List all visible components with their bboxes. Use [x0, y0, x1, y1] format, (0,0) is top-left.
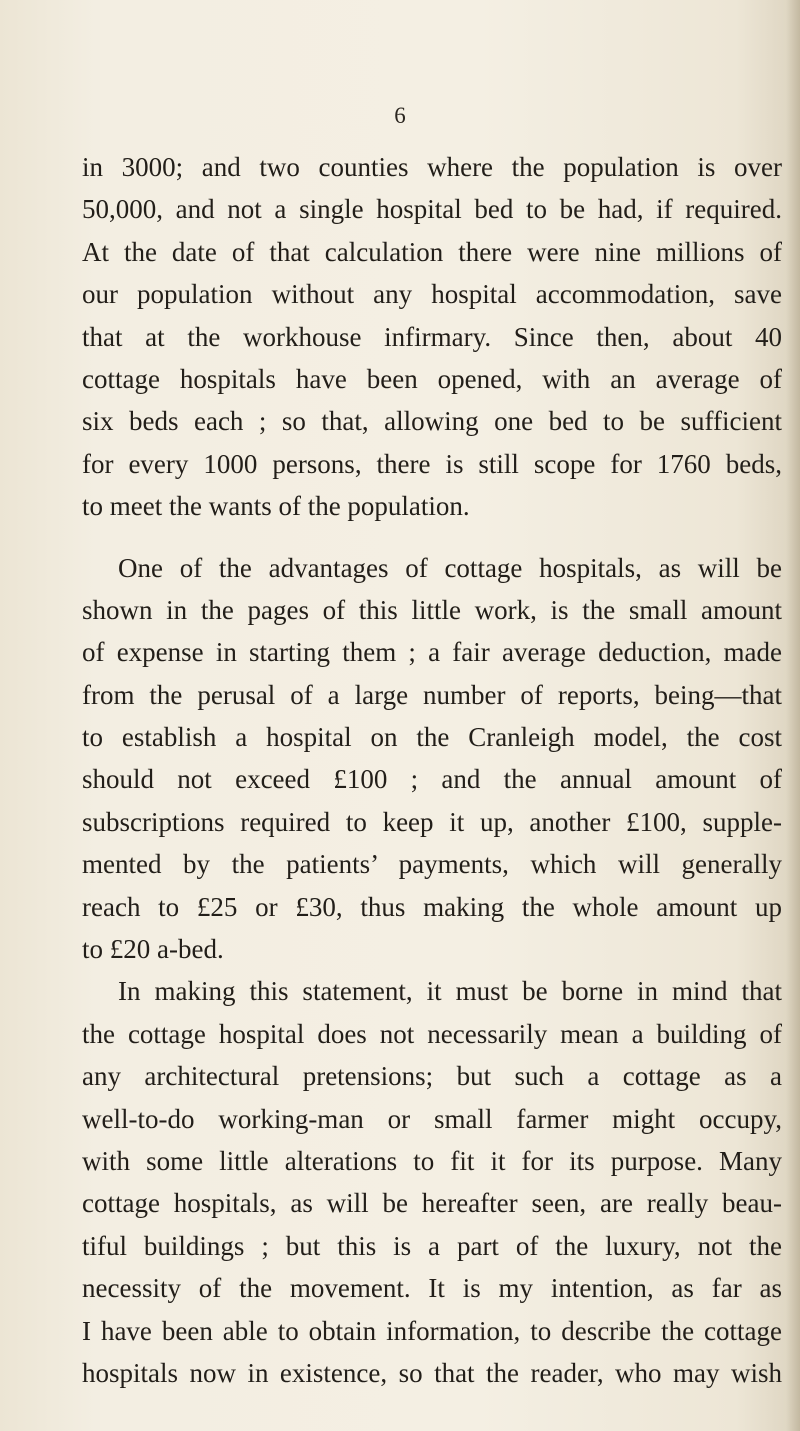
text-line: shown in the pages of this little work, is the small amount [82, 594, 782, 625]
page-number: 6 [394, 103, 406, 128]
text-line: necessity of the movement. It is my intention, as far as [82, 1273, 782, 1304]
text-line: cottage hospitals, as will be hereafter seen, are really beau- [82, 1188, 782, 1219]
text-line-end: to £20 a-bed. [82, 934, 224, 965]
text-line: our population without any hospital accommodation, save [82, 279, 782, 310]
text-line: At the date of that calculation there were nine millions of [82, 236, 782, 267]
text-line: cottage hospitals have been opened, with an average of [82, 363, 782, 394]
text-line: for every 1000 persons, there is still scope for 1760 beds, [82, 448, 782, 479]
text-line: of expense in starting them ; a fair average deduction, made [82, 637, 782, 668]
text-line: with some little alterations to fit it for its purpose. Many [82, 1145, 782, 1176]
text-line: subscriptions required to keep it up, another £100, supple- [82, 806, 782, 837]
text-line: that at the workhouse infirmary. Since then, about 40 [82, 321, 782, 352]
text-line: six beds each ; so that, allowing one bed to be sufficient [82, 406, 782, 437]
text-line: any architectural pretensions; but such a cottage as a [82, 1061, 782, 1092]
text-line: well-to-do working-man or small farmer might occupy, [82, 1103, 782, 1134]
text-line-indent: In making this statement, it must be borne in mind that [118, 976, 782, 1007]
text-line-end: to meet the wants of the population. [82, 491, 470, 522]
text-line: 50,000, and not a single hospital bed to be had, if required. [82, 194, 782, 225]
text-line: should not exceed £100 ; and the annual amount of [82, 764, 782, 795]
text-line: I have been able to obtain information, to describe the cottage [82, 1315, 782, 1346]
text-line: reach to £25 or £30, thus making the whole amount up [82, 891, 782, 922]
text-line: in 3000; and two counties where the population is over [82, 152, 782, 182]
text-line: tiful buildings ; but this is a part of the luxury, not the [82, 1230, 782, 1261]
text-line: hospitals now in existence, so that the reader, who may wish [82, 1357, 782, 1388]
body-text [82, 146, 782, 1394]
text-line: from the perusal of a large number of reports, being—that [82, 679, 782, 710]
text-line: the cottage hospital does not necessarily mean a building of [82, 1018, 782, 1049]
page-edge-shadow [786, 0, 800, 1431]
text-line: mented by the patients’ payments, which will generally [82, 849, 782, 880]
text-line-indent: One of the advantages of cottage hospitals, as will be [118, 552, 782, 583]
text-line: to establish a hospital on the Cranleigh model, the cost [82, 722, 782, 753]
paragraph-gap [82, 528, 782, 547]
